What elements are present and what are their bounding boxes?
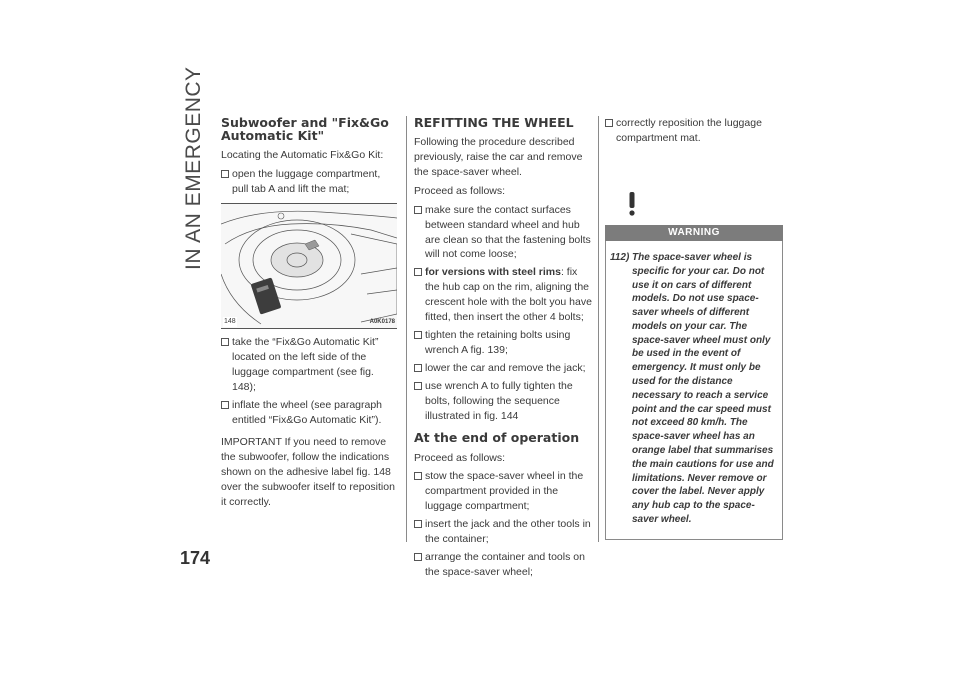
section-tab — [180, 66, 208, 270]
warning-text: The space-saver wheel is specific for your car. Do not use it on cars of different models. Do not use space-saver wheels of different models on your car. The space-saver wheel must only be used in the event of emergency. It must only be used for the distance necessary to reach a service point and the car speed must not exceed 80 km/h. The space-saver wheel has an orange label that summarises the main cautions for use and limitations. Never remove or cover the label. Never apply any hub cap to the space-saver wheel. — [632, 251, 774, 526]
subwoofer-heading: Subwoofer and "Fix&Go Automatic Kit" — [221, 115, 389, 144]
column-divider — [598, 116, 599, 542]
section-tab-label: IN AN EMERGENCY — [182, 66, 205, 270]
list-item: tighten the retaining bolts using wrench A fig. 139; — [414, 328, 594, 358]
figure-number: 148 — [224, 318, 236, 326]
end-steps — [414, 469, 594, 579]
checkbox-bullet-icon — [414, 472, 422, 480]
luggage-compartment-illustration — [221, 204, 397, 328]
warning-number: 112) — [610, 251, 630, 263]
checkbox-bullet-icon — [414, 364, 422, 372]
checkbox-bullet-icon — [221, 170, 229, 178]
column-middle — [414, 116, 594, 584]
end-of-operation-heading: At the end of operation — [414, 430, 580, 446]
list-item: for versions with steel rims: fix the hub cap on the rim, aligning the crescent hole with the bolt you have fitted, then insert the other 4 bolts; — [414, 265, 594, 325]
checkbox-bullet-icon — [414, 206, 422, 214]
list-item: insert the jack and the other tools in the container; — [414, 517, 594, 547]
checkbox-bullet-icon — [414, 382, 422, 390]
column-divider — [406, 116, 407, 542]
list-item: stow the space-saver wheel in the compartment provided in the luggage compartment; — [414, 469, 594, 514]
list-item: inflate the wheel (see paragraph entitled “Fix&Go Automatic Kit”). — [221, 398, 397, 428]
list-item: make sure the contact surfaces between standard wheel and hub are clean so that the fastening bolts will not come loose; — [414, 203, 594, 263]
checkbox-bullet-icon — [414, 268, 422, 276]
warning-title: WARNING — [605, 225, 783, 241]
refitting-heading: REFITTING THE WHEEL — [414, 115, 574, 130]
checkbox-bullet-icon — [414, 520, 422, 528]
page-number: 174 — [180, 548, 211, 568]
list-item: take the “Fix&Go Automatic Kit” located on the left side of the luggage compartment (see fig. 148); — [221, 335, 397, 395]
checkbox-bullet-icon — [221, 401, 229, 409]
checkbox-bullet-icon — [414, 331, 422, 339]
list-item: use wrench A to fully tighten the bolts, following the sequence illustrated in fig. 144 — [414, 379, 594, 424]
warning-block — [605, 186, 783, 540]
warning-text-box — [605, 241, 783, 540]
checkbox-bullet-icon — [221, 338, 229, 346]
warning-icon — [619, 186, 645, 218]
figure-148 — [221, 203, 397, 329]
locating-steps — [221, 167, 397, 197]
figure-code: A0K0178 — [369, 319, 395, 326]
column-left — [221, 116, 397, 514]
proceed-label: Proceed as follows: — [414, 184, 506, 197]
proceed-label-2: Proceed as follows: — [414, 451, 506, 464]
checkbox-bullet-icon — [605, 119, 613, 127]
list-item: lower the car and remove the jack; — [414, 361, 594, 376]
column-right — [605, 116, 783, 540]
checkbox-bullet-icon — [414, 553, 422, 561]
list-item: correctly reposition the luggage compartment mat. — [605, 116, 783, 146]
list-item: arrange the container and tools on the space-saver wheel; — [414, 550, 594, 580]
list-item: open the luggage compartment, pull tab A and lift the mat; — [221, 167, 397, 197]
final-steps — [605, 116, 783, 146]
locating-intro: Locating the Automatic Fix&Go Kit: — [221, 149, 384, 162]
important-note: IMPORTANT If you need to remove the subwoofer, follow the indications shown on the adhesive label fig. 148 over the subwoofer itself to reposition it correctly. — [221, 436, 395, 509]
refitting-steps — [414, 203, 594, 424]
refitting-intro: Following the procedure described previously, raise the car and remove the space-saver wheel. — [414, 136, 583, 178]
kit-steps — [221, 335, 397, 427]
